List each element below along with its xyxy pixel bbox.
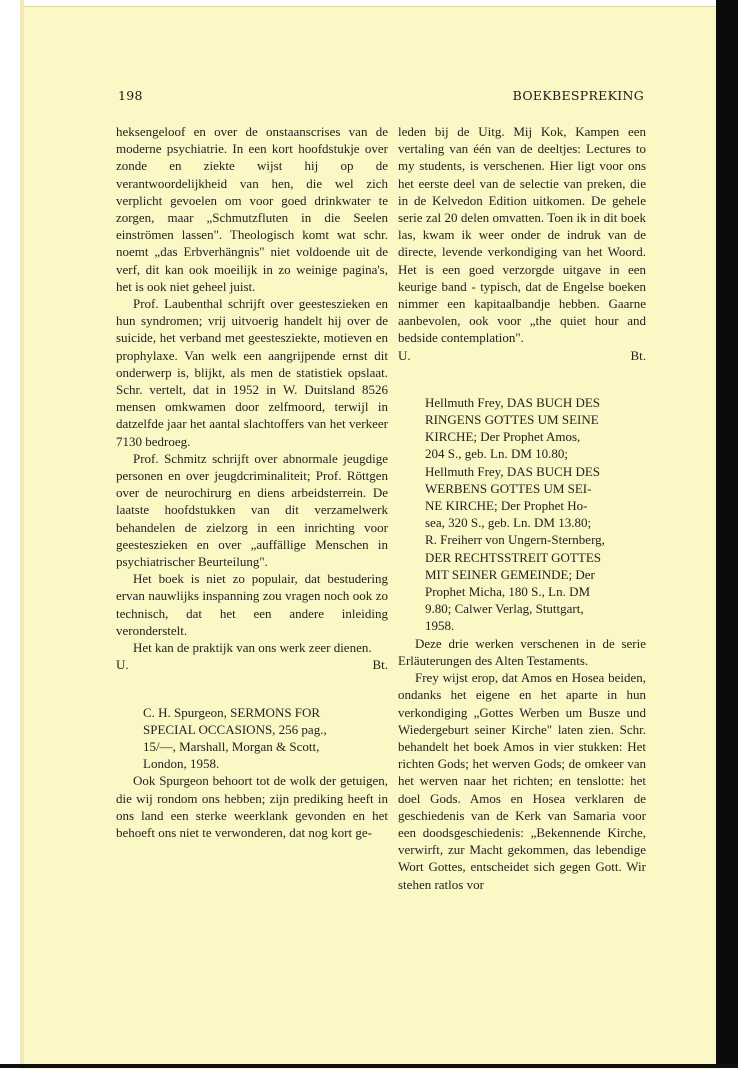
paragraph-laubenthal: Prof. Laubenthal schrijft over geesteszieken en hun syndromen; vrij uitvoerig handelt hij over de suicide, het verband met geestesziekte, motieven en prophylaxe. Van welk een aangrijpende ernst dit onderwerp is, blijkt, als men de statistiek opslaat. Schr. vertelt, dat in 1952 in W. Duitsland 8526 mensen omkwamen door zelfmoord, terwijl in datzelfde jaar het aantal slachtoffers van het verkeer 7130 bedroeg. (116, 296, 388, 449)
entry-line: Hellmuth Frey, DAS BUCH DES (425, 463, 601, 479)
entry-line: 15/—, Marshall, Morgan & Scott, (143, 738, 320, 754)
entry-line: NE KIRCHE; Der Prophet Ho- (425, 498, 588, 514)
entry-line: R. Freiherr von Ungern-Sternberg, (425, 532, 605, 548)
intro-paragraph: heksengeloof en over de onstaanscrises van de moderne psychiatrie. In een kort hoofdstukje over zonde en ziekte wijst hij op de verantwoordelijkheid van hen, die wel zich verplicht gevoelen om voor goed drinkwater te zorgen, maar „Schmutzfluten in die Seelen einströmen lassen". Theologisch komt wat schr. noemt „das Erbverhängnis" niet voldoende uit de verf, dit kan ook moeilijk in zo weinige pagina's, het is ook niet geheel juist. (116, 124, 388, 294)
scan-border-bottom (0, 1064, 738, 1068)
entry-line: Prophet Micha, 180 S., Ln. DM (425, 584, 591, 600)
paragraph-praktijk: Het kan de praktijk van ons werk zeer dienen. (133, 640, 372, 656)
entry-line: DER RECHTSSTREIT GOTTES (425, 549, 601, 565)
paragraph-spurgeon: Ook Spurgeon behoort tot de wolk der getuigen, die wij rondom ons hebben; zijn prediking heeft in ons land een sterke weerklank gevonden en het behoeft ons niet te verwonderen, dat nog kort ge- (116, 773, 388, 840)
entry-line: London, 1958. (143, 756, 220, 772)
entry-line: 204 S., geb. Ln. DM 10.80; (425, 446, 568, 462)
entry-line: 1958. (425, 618, 455, 634)
paragraph-schmitz: Prof. Schmitz schrijft over abnormale jeugdige personen en over jeugdcriminaliteit; Prof. Röttgen over de neurochirurg en diens arbeidsterrein. De laatste hoofdstukken van dit verzamelwerk behandelen de zielzorg in een inrichting voor geesteszieken en over „auffällige Menschen in psychiatrischer Beurteilung". (116, 450, 388, 570)
page-number: 198 (118, 88, 143, 103)
entry-line: RINGENS GOTTES UM SEINE (425, 412, 599, 428)
paragraph-drie-werken: Deze drie werken verschenen in de serie Erläuterungen des Alten Testaments. (398, 635, 646, 668)
signature-initial: U. (116, 657, 129, 673)
scan-border-right (716, 0, 738, 1068)
signature-author: Bt. (630, 347, 646, 363)
signature-author: Bt. (372, 657, 388, 673)
paragraph-populair: Het boek is niet zo populair, dat bestudering ervan nauwlijks inspanning zou vragen noch ook zo technisch, dat het een andere inleiding veronderstelt. (116, 571, 388, 638)
book-entry-spurgeon (116, 704, 388, 773)
book-entry-frey (398, 394, 646, 635)
entry-line: MIT SEINER GEMEINDE; Der (425, 566, 595, 582)
entry-line: WERBENS GOTTES UM SEI- (425, 480, 592, 496)
entry-line: C. H. Spurgeon, SERMONS FOR (143, 704, 321, 720)
review-signature (398, 347, 646, 364)
right-column (398, 123, 646, 893)
entry-line: Hellmuth Frey, DAS BUCH DES (425, 394, 601, 410)
review-signature (116, 656, 388, 673)
entry-line: sea, 320 S., geb. Ln. DM 13.80; (425, 515, 592, 531)
entry-line: KIRCHE; Der Prophet Amos, (425, 429, 581, 445)
page-gutter (20, 0, 24, 1068)
paragraph-frey: Frey wijst erop, dat Amos en Hosea beiden, ondanks het eigene en het aparte in hun verkondiging „Gottes Werben um Busze und Wiedergeburt seiner Kirche" laten zien. Schr. behandelt het boek Amos in vier stukken: Het richten Gods; het werven Gods; de omkeer van het werven naar het richten; en tenslotte: het doel Gods. Amos en Hosea verklaren de geschiedenis van de Kerk van Samaria voor een doodsgeschiedenis: „Bekennende Kirche, verwirft, zur Macht gekommen, das lebendige Wort Gottes, entscheidet sich gegen Gott. Wir stehen ratlos vor (398, 670, 646, 892)
running-title: BOEKBESPREKING (512, 88, 644, 103)
entry-line: 9.80; Calwer Verlag, Stuttgart, (425, 601, 584, 617)
left-column (116, 123, 388, 841)
paragraph-continued: leden bij de Uitg. Mij Kok, Kampen een vertaling van één van de deeltjes: Lectures to my students, is verschenen. Hier ligt voor ons het eerste deel van de selectie van preken, die in de Kelvedon Edition uitkomen. De gehele serie zal 20 delen omvatten. Toen ik in dit boek las, kwam ik weer onder de indruk van de directe, levende verkondiging van het Woord. Het is een goed verzorgde uitgave in een keurige band - typisch, dat de Engelse boeken nimmer een kapitaalbandje hebben. Gaarne aanbevolen, ook voor „the quiet hour and bedside contemplation". (398, 124, 646, 346)
entry-line: SPECIAL OCCASIONS, 256 pag., (143, 721, 327, 737)
signature-initial: U. (398, 347, 411, 363)
